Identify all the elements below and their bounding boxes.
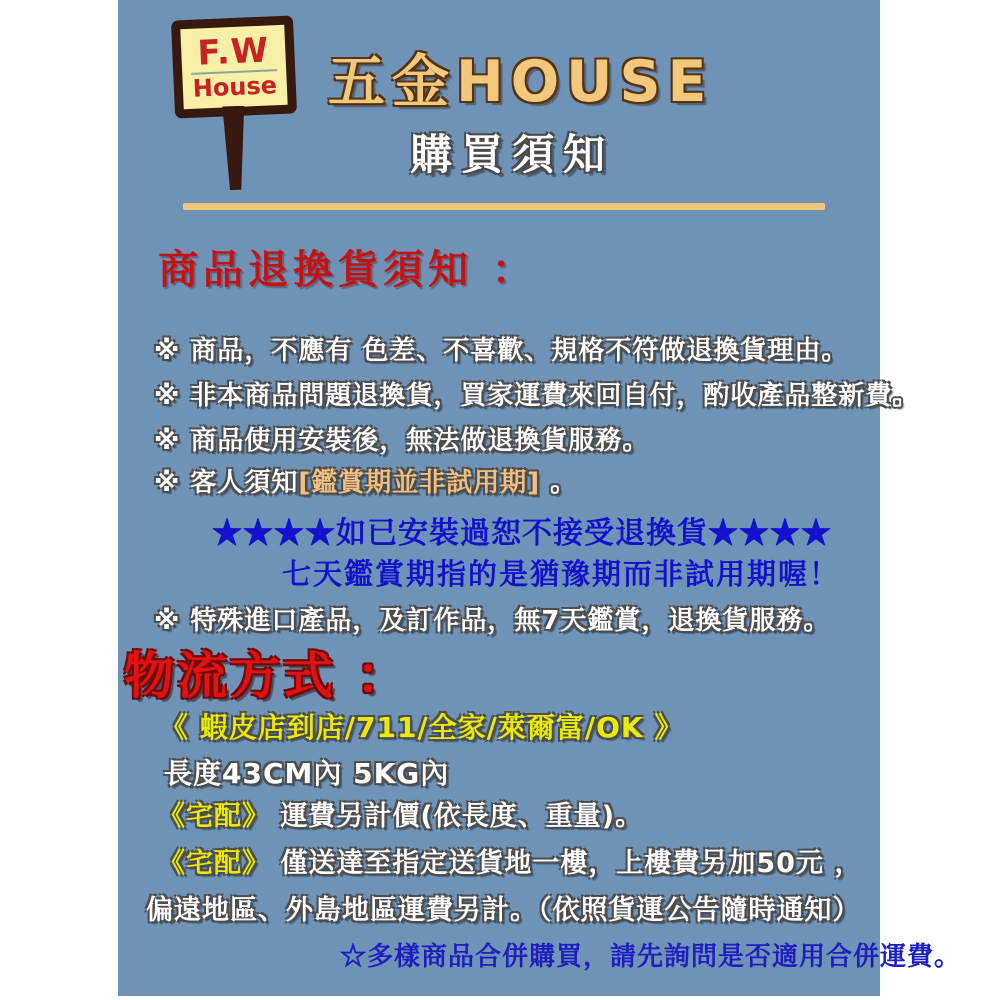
logo-text-house: House [192, 70, 278, 103]
seven-day-note-line: 七天鑑賞期指的是猶豫期而非試用期喔！ [282, 559, 841, 591]
home-delivery-2-tag: 《宅配》 [158, 848, 270, 879]
store-pickup-line: 《 蝦皮店到店/711/全家/萊爾富/OK 》 [160, 711, 684, 744]
customer-notice-highlight: [鑑賞期並非試用期] [298, 468, 541, 498]
home-delivery-1-text: 運費另計價(依長度、重量)。 [270, 801, 644, 832]
home-delivery-1-tag: 《宅配》 [158, 801, 270, 832]
sign-post-icon [220, 106, 247, 190]
page-subtitle: 購買須知 [410, 130, 615, 179]
home-delivery-line-1 [158, 794, 643, 833]
store-sign-logo [171, 15, 297, 118]
customer-notice-suffix: 。 [540, 468, 578, 498]
return-bullet-customer-notice [154, 462, 577, 499]
return-bullet-3: ※ 商品使用安裝後，無法做退換貨服務。 [154, 426, 650, 456]
notice-panel [118, 0, 962, 996]
return-section-heading: 商品退換貨須知 ： [158, 247, 537, 293]
page-title: 五金HOUSE [328, 49, 714, 115]
return-bullet-2: ※ 非本商品問題退換貨，買家運費來回自付，酌收產品整新費。 [154, 381, 920, 411]
customer-notice-prefix: ※ 客人須知 [154, 468, 299, 498]
return-bullet-1: ※ 商品，不應有 色差、不喜歡、規格不符做退換貨理由。 [154, 336, 849, 366]
home-delivery-line-2 [158, 841, 862, 880]
size-limit-line: 長度43CM內 5KG內 [164, 757, 450, 790]
shipping-section-heading: 物流方式 ： [124, 647, 410, 705]
remote-area-line: 偏遠地區、外島地區運費另計。（依照貨運公告隨時通知） [146, 895, 861, 926]
home-delivery-2-text: 僅送達至指定送貨地一樓，上樓費另加50元 ， [270, 848, 863, 879]
return-bullet-special-import: ※ 特殊進口產品，及訂作品，無7天鑑賞，退換貨服務。 [154, 606, 831, 636]
header-divider [183, 203, 825, 210]
combine-shipping-note: ☆多樣商品合併購買，請先詢問是否適用合併運費。 [340, 942, 962, 971]
logo-text-fw: F.W [196, 29, 270, 74]
installed-no-return-star-line: ★★★★如已安裝過恕不接受退換貨★★★★ [212, 517, 832, 550]
